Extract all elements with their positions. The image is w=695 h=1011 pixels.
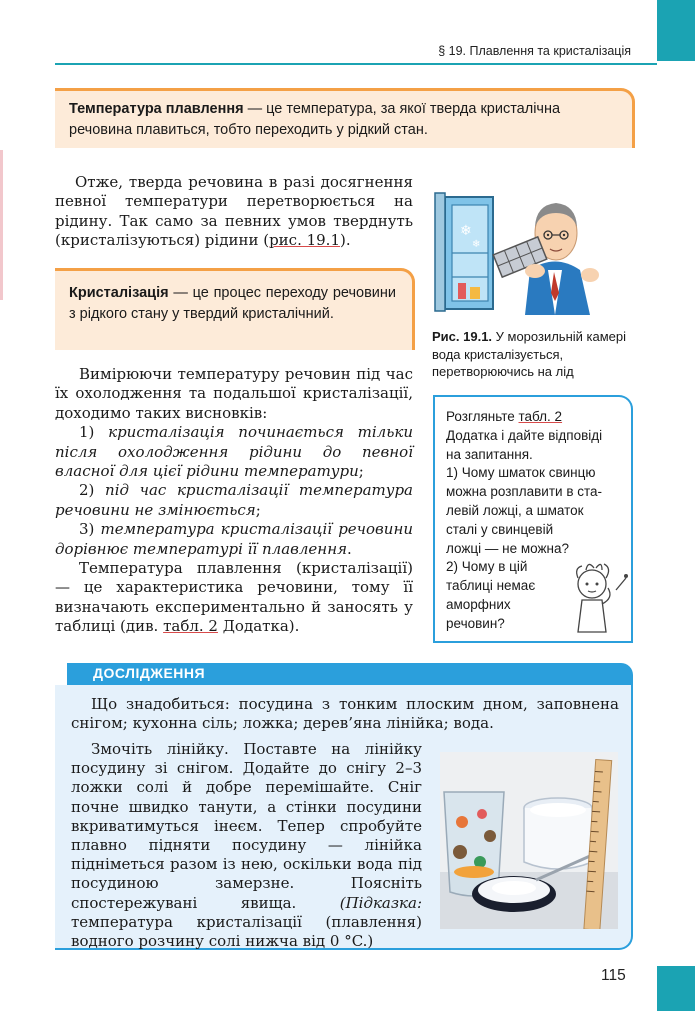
conclusion-text: кристалізація починається тільки після охолодження рідини до певної власної для цієї рідини температури <box>55 423 413 481</box>
paragraph-text: Отже, тверда речовина в разі досягнення певної температури перетворюється на рідину. Так само за певних умов тверднуть (кристалізуються) рідини ( <box>55 173 413 250</box>
freezer-illustration <box>430 175 630 315</box>
question-text: Розгляньте <box>446 409 519 424</box>
question-line: таблиці немає <box>446 578 536 594</box>
conclusion-number: 1) <box>79 423 109 442</box>
caption-text: У морозильній камері вода кристалізується, перетворюючись на лід <box>432 329 627 379</box>
paragraph-solid-to-liquid <box>55 173 413 251</box>
question-line: 1) Чому шматок свинцю <box>446 465 596 481</box>
conclusion-number: 3) <box>79 520 101 539</box>
conclusion-2 <box>55 481 413 520</box>
question-line: 2) Чому в цій <box>446 559 528 575</box>
page-header <box>0 0 657 66</box>
conclusion-3 <box>55 520 413 559</box>
header-rule <box>55 63 657 65</box>
conclusion-punct: ; <box>358 462 364 481</box>
table-reference-link[interactable]: табл. 2 <box>163 617 218 636</box>
question-line: сталі у свинцевій <box>446 521 554 537</box>
figure-reference-link[interactable]: рис. 19.1 <box>269 231 340 250</box>
question-line: можна розплавити в ста- <box>446 484 603 500</box>
chapter-tab-top <box>657 0 695 61</box>
figure-caption <box>432 328 632 381</box>
chapter-tab-bottom <box>657 966 695 1011</box>
question-box-bottom-border <box>433 641 633 643</box>
conclusion-punct: ; <box>255 500 261 519</box>
question-line: аморфних <box>446 596 511 612</box>
research-materials: Що знадобиться: посудина з тонким плоским дном, заповнена снігом; кухонна сіль; ложка; дерев’яна лінійка; вода. <box>71 695 619 732</box>
definition-text: — це процес переходу речовини з рідкого стану у твердий кристалічний. <box>69 285 396 322</box>
question-line: ложці — не можна? <box>446 540 570 556</box>
thinking-girl-icon <box>568 558 630 638</box>
paragraph-conclusions <box>55 365 413 637</box>
question-line <box>446 408 626 427</box>
table-reference-link[interactable]: табл. 2 <box>518 409 563 424</box>
caption-label: Рис. 19.1. <box>432 329 493 344</box>
question-line: Додатка і дайте відповіді <box>446 427 603 443</box>
conclusion-number: 2) <box>79 481 106 500</box>
conclusions-intro: Вимірюючи температуру речовин під час їх охолодження та подальшої кристалізації, доходимо таких висновків: <box>55 365 413 422</box>
paragraph-end: ). <box>340 231 351 250</box>
svg-text:❄: ❄ <box>472 239 481 250</box>
section-title: § 19. Плавлення та кристалізація <box>438 44 631 58</box>
paragraph-end: Додатка). <box>217 617 300 636</box>
instructions-text: Змочіть лінійку. Поставте на лінійку посудину зі снігом. Додайте до снігу 2–3 ложки солі й добре перемішайте. Сніг почне швидко танути, а стінки посудини вкриватимуться інеєм. Тепер спробуйте плавно підняти посудину — лінійка підніметься разом із нею, оскільки вода під посудиною замерзне. Поясніть спостережувані явища. <box>71 740 422 912</box>
conclusion-punct: . <box>347 539 352 558</box>
definition-text: — це температура, за якої тверда кристалічна речовина плавиться, тобто переходить у рідкий стан. <box>69 101 561 138</box>
conclusion-1 <box>55 423 413 481</box>
research-instructions <box>71 740 422 951</box>
definition-melting-temperature <box>55 88 635 148</box>
question-box-left-border <box>433 395 435 643</box>
left-margin-marker <box>0 150 3 300</box>
paragraph-characteristic <box>55 559 413 637</box>
hint-text: температура кристалізації (плавлення) водного розчину солі нижча від 0 °C.) <box>71 912 422 951</box>
definition-crystallization <box>55 268 415 350</box>
research-title: ДОСЛІДЖЕННЯ <box>93 665 206 681</box>
conclusion-text: температура кристалізації речовини дорівнює температурі її плавлення <box>55 520 413 558</box>
definition-term: Температура плавлення <box>69 101 244 117</box>
question-line: на запитання. <box>446 446 533 462</box>
question-line: речовин? <box>446 615 505 631</box>
conclusion-text: під час кристалізації температура речовини не змінюється <box>55 481 413 519</box>
definition-term: Кристалізація <box>69 285 169 301</box>
paragraph-text: Температура плавлення (кристалізації) — це характеристика речовини, тому її визначають експериментально й заносять у таблиці (див. <box>55 559 413 636</box>
question-line: левій ложці, а шматок <box>446 502 584 518</box>
experiment-photo <box>440 752 618 929</box>
hint-label: (Підказка: <box>339 893 422 912</box>
page-number: 115 <box>601 967 626 984</box>
instructions-paragraph <box>71 740 422 951</box>
svg-text:❄: ❄ <box>460 223 472 239</box>
